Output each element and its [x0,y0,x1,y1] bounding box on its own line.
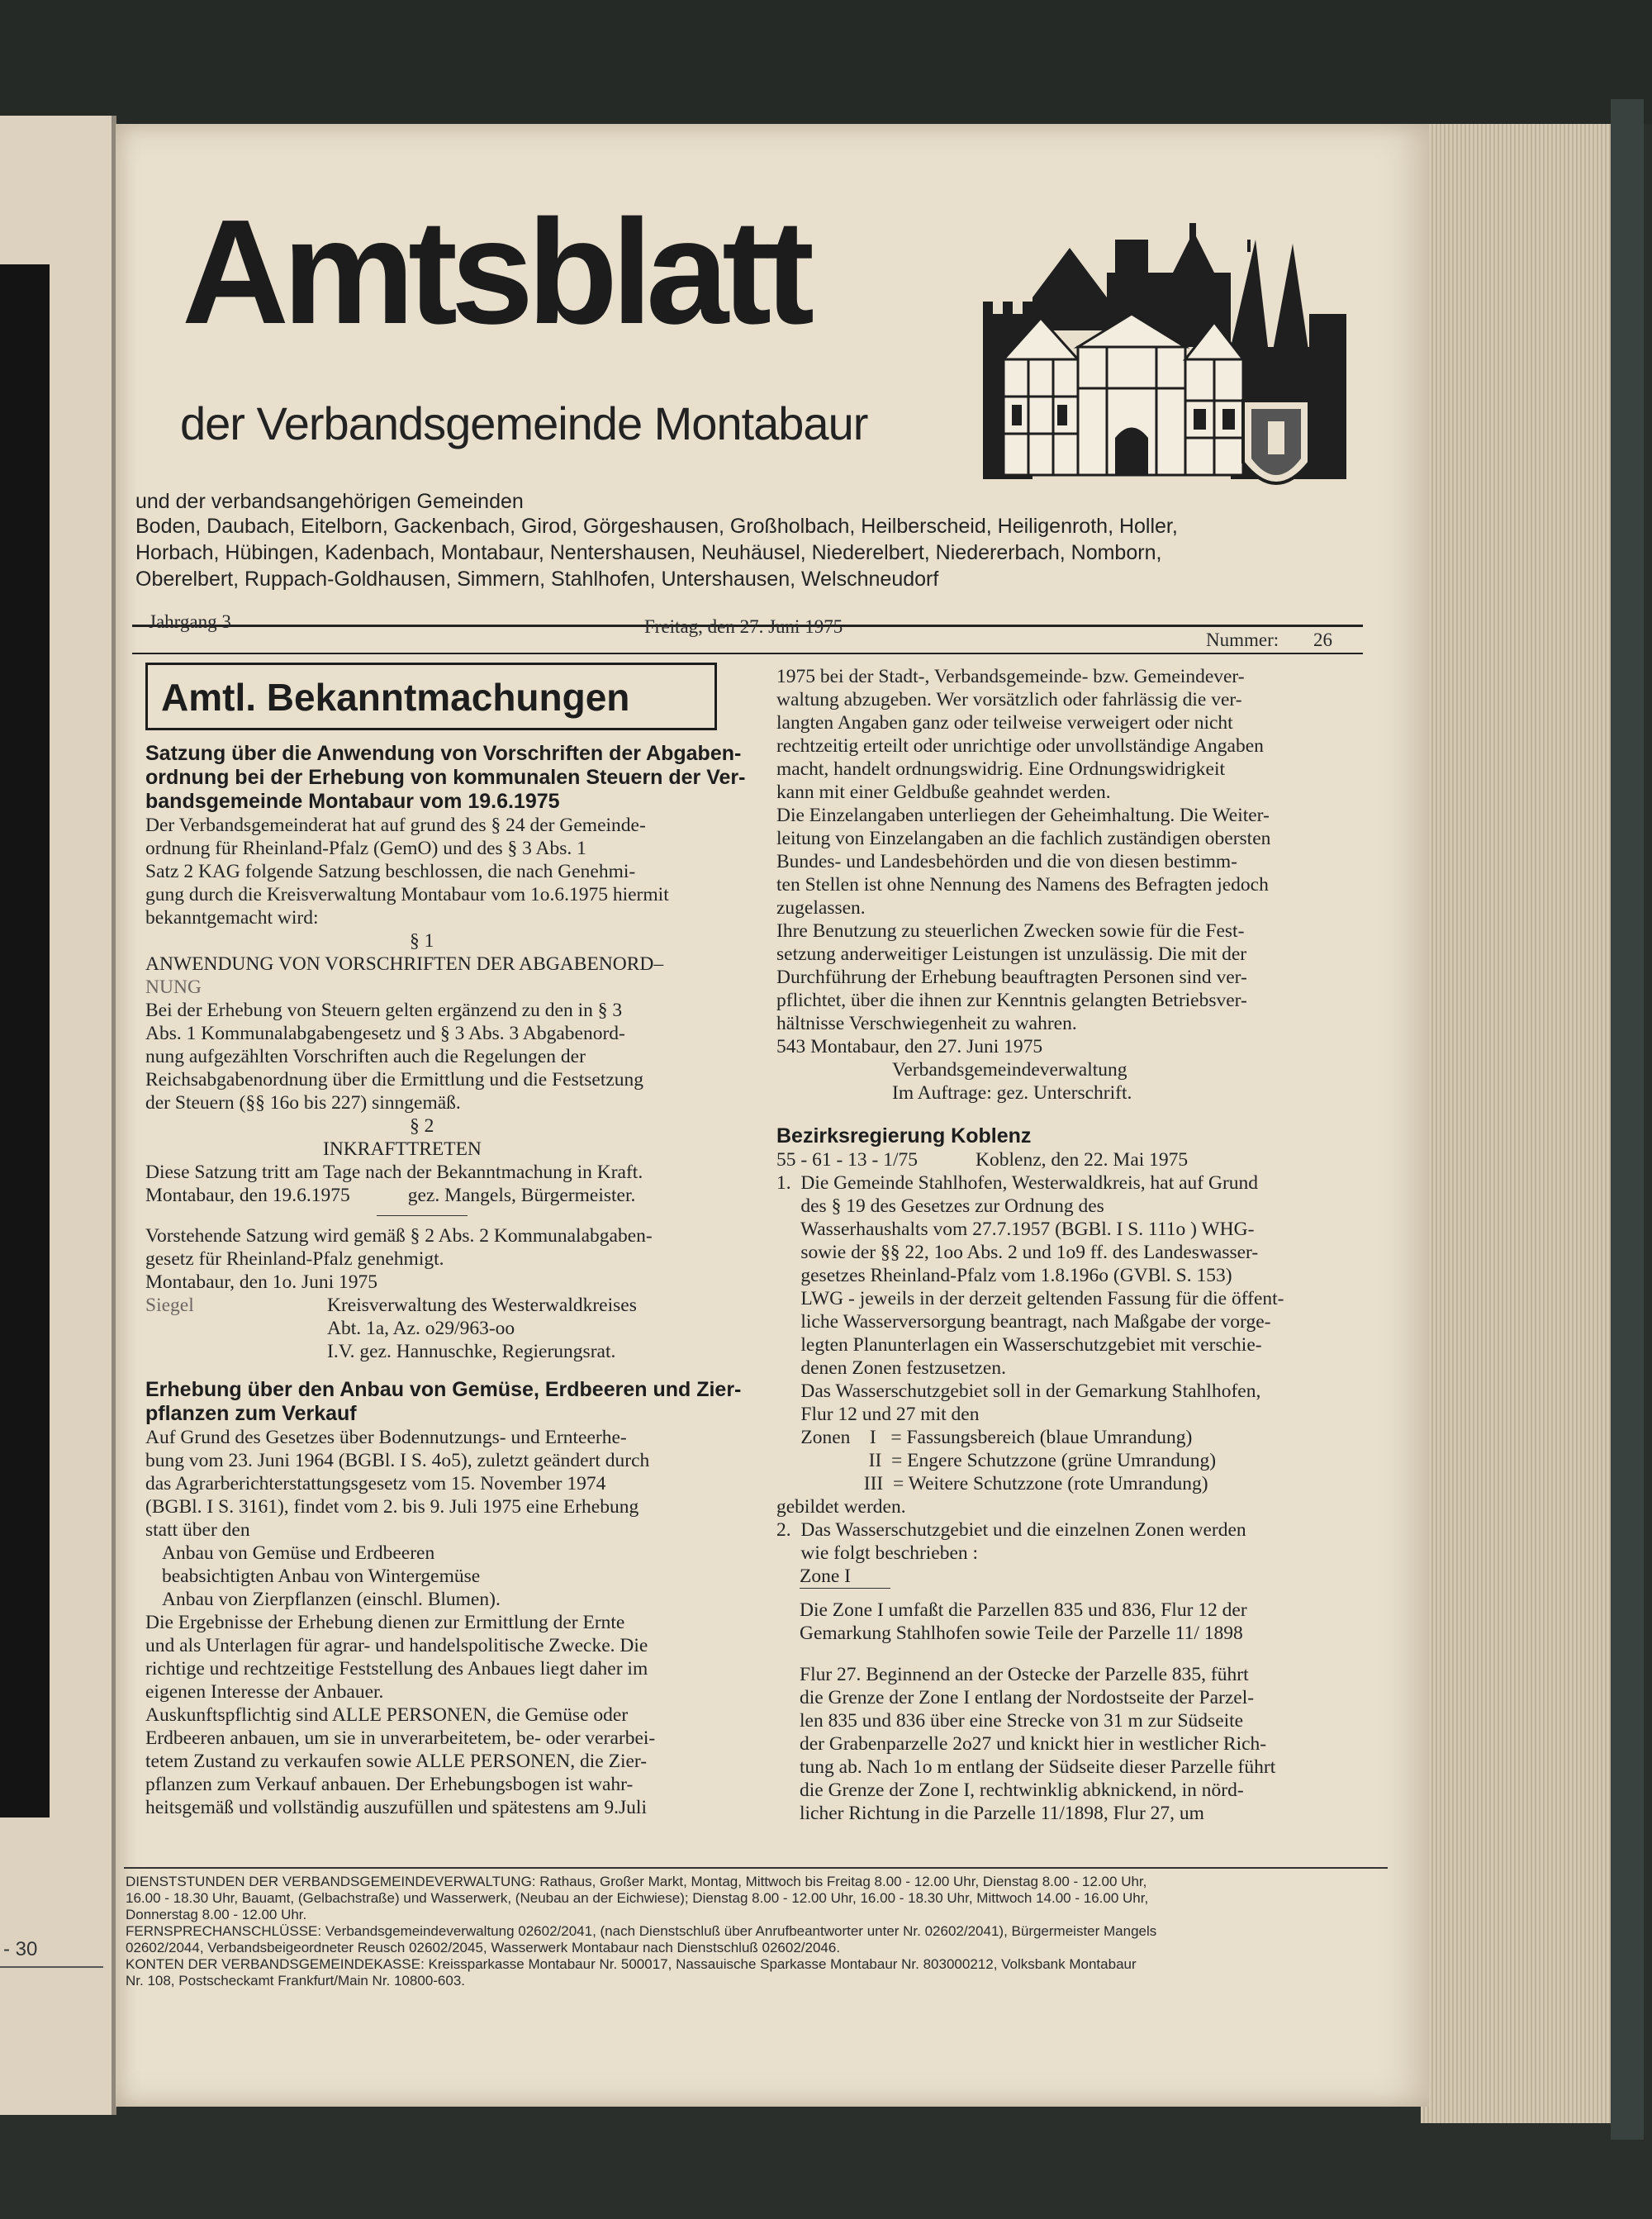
issue-number-label: Nummer: [1206,630,1279,650]
paragraph-1-title: ANWENDUNG VON VORSCHRIFTEN DER ABGABENORD– [145,953,664,975]
item-1-line: liche Wasserversorgung beantragt, nach Maßgabe der vorge- [776,1311,1271,1333]
erhebung-text2: und als Unterlagen für agrar- und handelspolitische Zwecke. Die [145,1635,648,1656]
erhebung-text2: Auskunftspflichtig sind ALLE PERSONEN, die Gemüse oder [145,1704,629,1726]
zone-line: II = Engere Schutzzone (grüne Umrandung) [776,1450,1217,1471]
satzung-intro-line: ordnung für Rheinland-Pfalz (GemO) und des § 3 Abs. 1 [145,838,586,859]
footer-line: Donnerstag 8.00 - 12.00 Uhr. [126,1907,307,1922]
continuation-line: waltung abzugeben. Wer vorsätzlich oder fahrlässig die ver- [776,689,1242,710]
footer-line: 02602/2044, Verbandsbeigeordneter Reusch 02602/2045, Wasserwerk Montabaur nach Dienstschluß 02602/2046. [126,1940,841,1955]
page-stack-edge [1421,124,1619,2123]
paragraph-1-title: NUNG [145,976,202,998]
signature-name: gez. Mangels, Bürgermeister. [407,1185,636,1206]
item-1-line: Wasserhaushalts vom 27.7.1957 (BGBl. I S. 111o ) WHG- [776,1219,1255,1240]
erhebung-item: Anbau von Gemüse und Erdbeeren [162,1542,435,1564]
satzung-intro-line: bekanntgemacht wird: [145,907,319,929]
issue-number-value: 26 [1313,630,1332,650]
flur-text: die Grenze der Zone I, rechtwinklig abknickend, in nörd- [800,1779,1244,1801]
footer-line: DIENSTSTUNDEN DER VERBANDSGEMEINDEVERWALTUNG: Rathaus, Großer Markt, Montag, Mittwoch bis Freitag 8.00 - 12.00 Uhr, Dienstag 8.00 - 12.00 Uhr, [126,1874,1147,1889]
left-page-edge [0,116,116,2115]
paragraph-2-text: Diese Satzung tritt am Tage nach der Bekanntmachung in Kraft. [145,1162,643,1183]
paragraph-1-text: Reichsabgabenordnung über die Ermittlung und die Festsetzung [145,1069,644,1090]
section-title-box [145,663,717,730]
header-rule-bottom [132,653,1363,654]
item-1-line: sowie der §§ 22, 1oo Abs. 2 und 1o9 ff. des Landeswasser- [776,1242,1259,1263]
left-column [145,742,746,1819]
erhebung-text2: eigenen Interesse der Anbauer. [145,1681,384,1703]
erhebung-text2: pflanzen zum Verkauf anbauen. Der Erhebungsbogen ist wahr- [145,1774,634,1795]
continuation-line: 1975 bei der Stadt-, Verbandsgemeinde- bzw. Gemeindever- [776,666,1245,687]
item-2-line: 2. Das Wasserschutzgebiet und die einzelnen Zonen werden [776,1519,1246,1541]
item-1-line: gesetzes Rheinland-Pfalz vom 1.8.196o (GVBl. S. 153) [776,1265,1232,1286]
erhebung-heading: pflanzen zum Verkauf [145,1402,357,1425]
item-2-line: wie folgt beschrieben : [776,1542,979,1564]
continuation-line: macht, handelt ordnungswidrig. Eine Ordnungswidrigkeit [776,758,1226,780]
satzung-intro-line: gung durch die Kreisverwaltung Montabaur vom 1o.6.1975 hiermit [145,884,669,905]
approval-line: gesetz für Rheinland-Pfalz genehmigt. [145,1248,444,1270]
item-1-line: Das Wasserschutzgebiet soll in der Gemarkung Stahlhofen, [776,1380,1261,1402]
left-page-dark-block [0,264,50,1817]
issue-jahrgang: Jahrgang 3 [149,611,231,632]
issue-date: Freitag, den 27. Juni 1975 [644,616,843,637]
satzung-intro-line: Der Verbandsgemeinderat hat auf grund des § 24 der Gemeinde- [145,815,646,836]
binder-cover [1611,99,1644,2140]
left-page-rule [0,1966,103,1968]
satzung-intro-line: Satz 2 KAG folgende Satzung beschlossen, die nach Genehmi- [145,861,636,882]
flur-text: die Grenze der Zone I entlang der Nordostseite der Parzel- [800,1687,1255,1708]
erhebung-text2: richtige und rechtzeitige Feststellung des Anbaues liegt daher im [145,1658,648,1680]
approval-line: Vorstehende Satzung wird gemäß § 2 Abs. 2 Kommunalabgaben- [145,1225,653,1247]
paragraph-1-text: nung aufgezählten Vorschriften auch die Regelungen der [145,1046,586,1067]
member-communities-line: Oberelbert, Ruppach-Goldhausen, Simmern, Stahlhofen, Untershausen, Welschneudorf [135,568,939,591]
continuation-line: ten Stellen ist ohne Nennung des Namens des Befragten jedoch [776,874,1269,896]
erhebung-text2: heitsgemäß und vollständig auszufüllen und spätestens am 9.Juli [145,1797,647,1818]
footer-line: 16.00 - 18.30 Uhr, Bauamt, (Gelbachstraße) und Wasserwerk, (Neubau an der Eichwiese); Dienstag 8.00 - 12.00 Uhr, 16.00 - 18.30 Uhr, Mittwoch 14.00 - 16.00 Uhr, [126,1890,1149,1906]
signature-place: Montabaur, den 19.6.1975 [145,1185,350,1206]
item-1-line: denen Zonen festzusetzen. [776,1357,1006,1379]
section-title: Amtl. Bekanntmachungen [161,676,630,719]
item-1-line: Flur 12 und 27 mit den [776,1404,980,1425]
flur-text: licher Richtung in die Parzelle 11/1898, Flur 27, um [800,1803,1204,1824]
satzung-heading: bandsgemeinde Montabaur vom 19.6.1975 [145,790,560,813]
continuation-line: langten Angaben ganz oder teilweise verweigert oder nicht [776,712,1233,734]
erhebung-text: (BGBl. I S. 3161), findet vom 2. bis 9. Juli 1975 eine Erhebung [145,1496,639,1518]
continuation-line: rechtzeitig erteilt oder unrichtige oder unvollständige Angaben [776,735,1264,757]
zone-1-text: Gemarkung Stahlhofen sowie Teile der Parzelle 11/ 1898 [800,1623,1243,1644]
paragraph-2-title: INKRAFTTRETEN [323,1138,482,1160]
zone-line: Zonen I = Fassungsbereich (blaue Umrandung) [776,1427,1193,1448]
erhebung-text: das Agrarberichterstattungsgesetz vom 15. November 1974 [145,1473,606,1494]
member-communities-line: Boden, Daubach, Eitelborn, Gackenbach, Girod, Görgeshausen, Großholbach, Heilberscheid, Heiligenroth, Holler, [135,515,1178,538]
item-1-end: gebildet werden. [776,1496,906,1518]
paragraph-1-symbol: § 1 [410,930,434,952]
continuation-line: leitung von Einzelangaben an die fachlich zuständigen obersten [776,828,1271,849]
scan-background-top [0,0,1652,124]
signature-line [145,1184,724,1207]
paragraph-1-text: Bei der Erhebung von Steuern gelten ergänzend zu den in § 3 [145,1000,623,1021]
footer-line: Nr. 108, Postscheckamt Frankfurt/Main Nr. 10800-603. [126,1973,466,1989]
separator-rule [377,1215,468,1216]
continuation-line: Ihre Benutzung zu steuerlichen Zwecken sowie für die Fest- [776,920,1245,942]
erhebung-item: beabsichtigten Anbau von Wintergemüse [162,1566,481,1587]
town-emblem-illustration [983,223,1346,504]
continuation-line: Die Einzelangaben unterliegen der Geheimhaltung. Die Weiter- [776,805,1270,826]
bezirk-date: Koblenz, den 22. Mai 1975 [976,1149,1189,1171]
footer-block [126,1874,1389,1989]
approval-line: Montabaur, den 1o. Juni 1975 [145,1271,378,1293]
approval-sign-line: I.V. gez. Hannuschke, Regierungsrat. [327,1341,616,1362]
continuation-line: zugelassen. [776,897,866,919]
siegel-label: Siegel [145,1295,194,1316]
paragraph-2-symbol: § 2 [410,1115,434,1137]
approval-sign-line: Kreisverwaltung des Westerwaldkreises [327,1295,637,1316]
item-1-line: legten Planunterlagen ein Wasserschutzgebiet mit verschie- [776,1334,1262,1356]
continuation-line: setzung anderweitiger Leistungen ist unzulässig. Die mit der [776,943,1247,965]
member-communities-line: Horbach, Hübingen, Kadenbach, Montabaur, Nentershausen, Neuhäusel, Niederelbert, Niedererbach, Nomborn, [135,541,1162,564]
flur-text: Flur 27. Beginnend an der Ostecke der Parzelle 835, führt [800,1664,1249,1685]
newspaper-page [116,124,1429,2107]
erhebung-text2: tetem Zustand zu verkaufen sowie ALLE PERSONEN, die Zier- [145,1751,648,1772]
continuation-line: kann mit einer Geldbuße geahndet werden. [776,782,1111,803]
erhebung-text: statt über den [145,1519,250,1541]
masthead-subtitle: der Verbandsgemeinde Montabaur [180,397,868,449]
masthead-title: Amtsblatt [182,189,809,355]
flur-text: tung ab. Nach 1o m entlang der Südseite dieser Parzelle führt [800,1756,1276,1778]
footer-line: FERNSPRECHANSCHLÜSSE: Verbandsgemeindeverwaltung 02602/2041, (nach Dienstschluß über Anrufbeantworter unter Nr. 02602/2041), Bürgermeister Mangels [126,1923,1157,1939]
footer-line: KONTEN DER VERBANDSGEMEINDEKASSE: Kreissparkasse Montabaur Nr. 500017, Nassauische Sparkasse Montabaur Nr. 803000212, Volksbank Montabaur [126,1956,1137,1972]
bezirk-ref-line [776,1148,1388,1171]
zone-1-underline [800,1588,890,1589]
approval-signature-block [145,1294,724,1363]
zone-1-label: Zone I [800,1566,851,1587]
bezirk-heading: Bezirksregierung Koblenz [776,1124,1032,1148]
continuation-line: pflichtet, über die ihnen zur Kenntnis gelangten Betriebsver- [776,990,1247,1011]
continuation-line: Bundes- und Landesbehörden und die von diesen bestimm- [776,851,1238,872]
member-communities-intro: und der verbandsangehörigen Gemeinden [135,490,524,513]
continuation-sign: Verbandsgemeindeverwaltung [892,1059,1127,1081]
erhebung-text: bung vom 23. Juni 1964 (BGBl. I S. 4o5), zuletzt geändert durch [145,1450,650,1471]
bezirk-reference: 55 - 61 - 13 - 1/75 [776,1149,919,1171]
paragraph-1-text: der Steuern (§§ 16o bis 227) sinngemäß. [145,1092,461,1114]
satzung-heading: Satzung über die Anwendung von Vorschriften der Abgaben- [145,742,742,765]
footer-rule [124,1867,1388,1869]
flur-text: len 835 und 836 über eine Strecke von 31 m zur Südseite [800,1710,1244,1732]
continuation-line: Durchführung der Erhebung beauftragten Personen sind ver- [776,967,1247,988]
continuation-sign: Im Auftrage: gez. Unterschrift. [892,1082,1132,1104]
zone-line: III = Weitere Schutzzone (rote Umrandung) [776,1473,1208,1494]
approval-sign-line: Abt. 1a, Az. o29/963-oo [327,1318,515,1339]
left-page-number: - 30 [3,1938,38,1960]
erhebung-text2: Erdbeeren anbauen, um sie in unverarbeitetem, be- oder verarbei- [145,1727,656,1749]
item-1-line: 1. Die Gemeinde Stahlhofen, Westerwaldkreis, hat auf Grund [776,1172,1259,1194]
item-1-line: LWG - jeweils in der derzeit geltenden Fassung für die öffent- [776,1288,1284,1309]
right-column [776,665,1388,1825]
continuation-line: hältnisse Verschwiegenheit zu wahren. [776,1013,1077,1034]
paragraph-1-text: Abs. 1 Kommunalabgabengesetz und § 3 Abs. 3 Abgabenord- [145,1023,625,1044]
zone-1-text: Die Zone I umfaßt die Parzellen 835 und 836, Flur 12 der [800,1599,1247,1621]
flur-text: der Grabenparzelle 2o27 und knickt hier in westlicher Rich- [800,1733,1267,1755]
erhebung-text2: Die Ergebnisse der Erhebung dienen zur Ermittlung der Ernte [145,1612,625,1633]
item-1-line: des § 19 des Gesetzes zur Ordnung des [776,1195,1104,1217]
erhebung-text: Auf Grund des Gesetzes über Bodennutzungs- und Ernteerhe- [145,1427,627,1448]
continuation-line: 543 Montabaur, den 27. Juni 1975 [776,1036,1043,1057]
erhebung-item: Anbau von Zierpflanzen (einschl. Blumen). [162,1589,501,1610]
erhebung-heading: Erhebung über den Anbau von Gemüse, Erdbeeren und Zier- [145,1378,742,1401]
satzung-heading: ordnung bei der Erhebung von kommunalen Steuern der Ver- [145,766,746,789]
